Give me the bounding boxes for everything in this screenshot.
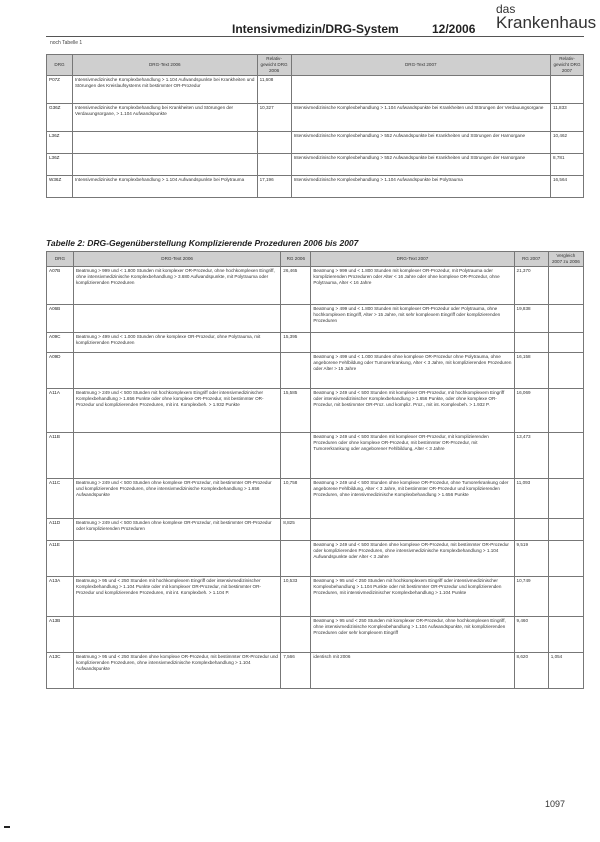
table-row xyxy=(47,479,584,519)
table-cell-cmp xyxy=(548,577,583,617)
table-row xyxy=(47,353,584,389)
table-cell-rg06: 17,196 xyxy=(257,176,291,198)
table-cell-text06: Beatmung > 499 und < 1.000 Stunden ohne komplexe OR-Prozedur, ohne Polytrauma, mit komplizierenden Prozeduren xyxy=(73,333,280,353)
t1-col-header: DRG xyxy=(47,55,73,76)
table-cell-rg07: 21,370 xyxy=(514,267,548,305)
table-cell-text07: Intensivmedizinische Komplexbehandlung > 1.104 Aufwandspunkte bei Polytrauma xyxy=(291,176,550,198)
table-2 xyxy=(46,251,584,689)
table-cell-rg07: 16,564 xyxy=(551,176,584,198)
table-cell-cmp xyxy=(548,519,583,541)
table-2-body xyxy=(47,267,584,689)
table-cell-cmp xyxy=(548,541,583,577)
t2-col-header: RG 2007 xyxy=(514,252,548,267)
table-cell-drg: A13C xyxy=(47,653,74,689)
table-cell-rg06: 10,327 xyxy=(257,104,291,132)
t2-col-header: DRG-Text 2007 xyxy=(311,252,514,267)
page-header xyxy=(0,0,600,40)
table-cell-drg: A11A xyxy=(47,389,74,433)
table-cell-rg06 xyxy=(281,305,311,333)
table-cell-rg07: 16,158 xyxy=(514,353,548,389)
t1-col-header: Relativ-gewicht DRG 2007 xyxy=(551,55,584,76)
table-cell-rg06: 15,395 xyxy=(281,333,311,353)
table-cell-text06: Intensivmedizinische Komplexbehandlung > 1.104 Aufwandspunkte bei Polytrauma xyxy=(72,176,257,198)
table-cell-rg07 xyxy=(551,76,584,104)
table-cell-rg06 xyxy=(281,353,311,389)
table-row xyxy=(47,154,584,176)
brand-logo xyxy=(496,4,596,31)
table-cell-text06 xyxy=(73,353,280,389)
table-cell-drg: W36Z xyxy=(47,176,73,198)
table-cell-text06 xyxy=(73,433,280,479)
table-cell-text07 xyxy=(311,333,514,353)
table-cell-text07: Intensivmedizinische Komplexbehandlung > 1.104 Aufwandspunkte bei Krankheiten und Störungen der Verdauungsorgane xyxy=(291,104,550,132)
t1-col-header: Relativ-gewicht DRG 2006 xyxy=(257,55,291,76)
t2-col-header: RG 2006 xyxy=(281,252,311,267)
table-row xyxy=(47,76,584,104)
table-cell-rg07 xyxy=(514,333,548,353)
table-cell-text06 xyxy=(73,305,280,333)
table-cell-rg06: 10,533 xyxy=(281,577,311,617)
continuation-note: noch Tabelle 1 xyxy=(50,40,83,46)
brand-line-2: Krankenhaus xyxy=(496,13,597,32)
table-cell-rg07 xyxy=(514,519,548,541)
table-cell-drg: A11C xyxy=(47,479,74,519)
table-cell-rg06 xyxy=(281,541,311,577)
table-cell-rg07: 11,833 xyxy=(551,104,584,132)
brand-line-1: das xyxy=(496,2,516,16)
table-row xyxy=(47,333,584,353)
table-cell-drg: A11D xyxy=(47,519,74,541)
table-cell-cmp xyxy=(548,433,583,479)
table-cell-rg07: 9,519 xyxy=(514,541,548,577)
table-cell-drg: A09D xyxy=(47,353,74,389)
table-cell-cmp xyxy=(548,389,583,433)
table-cell-text07: Intensivmedizinische Komplexbehandlung > 552 Aufwandspunkte bei Krankheiten und Störungen der Harnorgane xyxy=(291,154,550,176)
table-cell-rg07: 9,460 xyxy=(514,617,548,653)
table-row xyxy=(47,617,584,653)
journal-title: Intensivmedizin/DRG-System xyxy=(232,22,399,36)
table-cell-rg06: 11,608 xyxy=(257,76,291,104)
table-cell-text07: Beatmung > 95 und < 250 Stunden mit komplexer OR-Prozedur, ohne hochkomplexen Eingriff, ohne intensivmedizinische Komplexbehandlung > 1.104 Aufwandspunkte, mit komplizierenden Prozeduren oder sehr komplexem Eingriff xyxy=(311,617,514,653)
table-cell-rg06: 10,758 xyxy=(281,479,311,519)
table-cell-cmp xyxy=(548,267,583,305)
table-cell-rg06 xyxy=(281,617,311,653)
header-rule xyxy=(46,36,584,37)
table-cell-drg: P07Z xyxy=(47,76,73,104)
table-cell-cmp xyxy=(548,617,583,653)
table-cell-rg07: 8,781 xyxy=(551,154,584,176)
table-cell-cmp xyxy=(548,333,583,353)
table-cell-rg06 xyxy=(257,132,291,154)
table-cell-text06: Beatmung > 999 und < 1.800 Stunden mit komplexer OR-Prozedur, ohne hochkomplexen Eingriff, ohne intensivmedizinische Komplexbehandlung > 3.680 Aufwandspunkte, mit Polytrauma oder komplizierenden Prozeduren xyxy=(73,267,280,305)
table-cell-text06: Beatmung > 249 und < 500 Stunden ohne komplexe OR-Prozedur, mit bestimmter OR-Prozedur oder komplizierenden Prozeduren xyxy=(73,519,280,541)
table-cell-text07: Beatmung > 499 und < 1.000 Stunden ohne komplexe OR-Prozedur ohne Polytrauma, ohne angeborene Fehlbildung oder Tumorerkrankung, Alter < 3 Jahre, mit komplizierenden Prozeduren oder Alter > 15 Jahre xyxy=(311,353,514,389)
table-cell-rg07: 13,473 xyxy=(514,433,548,479)
t2-col-header: Vergleich 2007 zu 2006 xyxy=(548,252,583,267)
table-cell-text06: Beatmung > 249 und < 500 Stunden mit hochkomplexem Eingriff oder intensivmedizinischer Komplexbehandlung > 1.656 Punkte oder ohne komplexe OR-Prozedur, mit bestimmter OR-Prozedur und komplizierenden Prozeduren, mit int. Komplexbeh. > 1.932 Punkte xyxy=(73,389,280,433)
table-cell-text07: Beatmung > 249 und < 500 Stunden mit komplexer OR-Prozedur, mit komplizierenden Prozeduren oder ohne komplexe OR-Prozedur, mit bestimmter OR-Prozedur, mit Tumorerkrankung oder angeborener Fehlbildung, Alter < 3 Jahre xyxy=(311,433,514,479)
table-row xyxy=(47,104,584,132)
table-cell-text06 xyxy=(72,154,257,176)
table-cell-rg06 xyxy=(257,154,291,176)
table-1-body xyxy=(47,76,584,198)
table-cell-text07: Beatmung > 249 und < 500 Stunden mit komplexer OR-Prozedur, mit hochkomplexem Eingriff oder intensivmedizinischer Komplexbehandlung > 1.656 Punkte, oder ohne komplexe OR-Prozedur, mit bestimmter OR-Proz. und kompliz. Proz., mit int. Komplexbeh. > 1.932 P. xyxy=(311,389,514,433)
table-1 xyxy=(46,54,584,198)
table-row xyxy=(47,433,584,479)
table-cell-drg: A06B xyxy=(47,305,74,333)
table-cell-text06: Intensivmedizinische Komplexbehandlung > 1.104 Aufwandspunkte bei Krankheiten und Störungen des Kreislaufsystems mit bestimmter OR-Prozedur xyxy=(72,76,257,104)
table-row xyxy=(47,653,584,689)
table-cell-text06: Beatmung > 95 und < 250 Stunden ohne komplexe OR-Prozedur, mit bestimmter OR-Prozedur und komplizierenden Prozeduren, ohne intensivmedizinische Komplexbehandlung > 1.104 Aufwandspunkte xyxy=(73,653,280,689)
table-cell-rg06: 7,566 xyxy=(281,653,311,689)
table-cell-rg07: 8,620 xyxy=(514,653,548,689)
table-cell-text07: Beatmung > 499 und < 1.800 Stunden mit komplexer OR-Prozedur oder Polytrauma, ohne hochkomplexen Eingriff, Alter > 15 Jahre, mit sehr komplexem Eingriff oder komplizierenden Prozeduren xyxy=(311,305,514,333)
margin-mark xyxy=(4,826,10,828)
table-cell-rg07: 16,069 xyxy=(514,389,548,433)
table-cell-rg06: 8,825 xyxy=(281,519,311,541)
table-cell-cmp xyxy=(548,353,583,389)
table-cell-text06 xyxy=(72,132,257,154)
table-row xyxy=(47,577,584,617)
table-row xyxy=(47,519,584,541)
t1-col-header: DRG-Text 2007 xyxy=(291,55,550,76)
table-cell-text07: Beatmung > 999 und < 1.800 Stunden mit komplexer OR-Prozedur, mit Polytrauma oder komplizierenden Prozeduren oder Alter < 16 Jahre oder ohne komplexe OR-Prozedur, ohne Polytrauma, Alter < 16 Jahre xyxy=(311,267,514,305)
table-cell-text06: Beatmung > 249 und < 500 Stunden ohne komplexe OR-Prozedur, mit bestimmter OR-Prozedur und komplizierenden Prozeduren, ohne intensivmedizinische Komplexbehandlung > 1.656 Aufwandspunkte xyxy=(73,479,280,519)
t1-col-header: DRG-Text 2006 xyxy=(72,55,257,76)
table-cell-rg06: 26,465 xyxy=(281,267,311,305)
table-cell-drg: A07B xyxy=(47,267,74,305)
table-row xyxy=(47,267,584,305)
table-cell-text06 xyxy=(73,617,280,653)
table-row xyxy=(47,132,584,154)
table-cell-drg: L36Z xyxy=(47,132,73,154)
table-1-header xyxy=(47,55,584,76)
table-cell-text06: Beatmung > 95 und < 250 Stunden mit hochkomplexem Eingriff oder intensivmedizinischer Komplexbehandlung > 1.104 Punkte oder mit komplexer OR-Prozedur, mit bestimmter OR-Prozedur und komplizierenden Prozeduren, mit int. Komplexbeh. > 1.104 P. xyxy=(73,577,280,617)
table-cell-drg: A13B xyxy=(47,617,74,653)
table-cell-drg: A11B xyxy=(47,433,74,479)
table-cell-text07 xyxy=(291,76,550,104)
table-cell-rg06: 15,585 xyxy=(281,389,311,433)
table-cell-text07 xyxy=(311,519,514,541)
table-cell-drg: L36Z xyxy=(47,154,73,176)
table-row xyxy=(47,541,584,577)
table-cell-rg07: 11,093 xyxy=(514,479,548,519)
table-cell-rg07: 19,838 xyxy=(514,305,548,333)
t2-col-header: DRG-Text 2006 xyxy=(73,252,280,267)
table-cell-text06: Intensivmedizinische Komplexbehandlung bei Krankheiten und Störungen der Verdauungsorgane, > 1.104 Aufwandspunkte xyxy=(72,104,257,132)
table-2-caption: Tabelle 2: DRG-Gegenüberstellung Komplizierende Prozeduren 2006 bis 2007 xyxy=(46,238,359,248)
issue-number: 12/2006 xyxy=(432,22,476,36)
table-cell-rg07: 10,749 xyxy=(514,577,548,617)
table-cell-cmp xyxy=(548,305,583,333)
table-cell-drg: A09C xyxy=(47,333,74,353)
table-cell-text07: Intensivmedizinische Komplexbehandlung > 552 Aufwandspunkte bei Krankheiten und Störungen der Harnorgane xyxy=(291,132,550,154)
table-cell-text06 xyxy=(73,541,280,577)
table-2-header xyxy=(47,252,584,267)
table-row xyxy=(47,176,584,198)
table-cell-text07: Beatmung > 95 und < 250 Stunden mit hochkomplexem Eingriff oder intensivmedizinischer Komplexbehandlung > 1.104 Punkte oder mit bestimmter OR-Prozedur und komplizierenden Prozeduren, mit intensivmedizinischer Komplexbehandlung > 1.104 Punkte xyxy=(311,577,514,617)
table-cell-cmp xyxy=(548,479,583,519)
table-cell-text07: Beatmung > 249 und < 500 Stunden ohne komplexe OR-Prozedur, mit bestimmter OR-Prozedur oder komplizierenden Prozeduren, ohne intensivmedizinische Komplexbehandlung > 1.104 Aufwandspunkte oder Alter < 3 Jahre xyxy=(311,541,514,577)
table-row xyxy=(47,389,584,433)
table-cell-cmp: 1,054 xyxy=(548,653,583,689)
t2-col-header: DRG xyxy=(47,252,74,267)
table-row xyxy=(47,305,584,333)
table-cell-drg: A11E xyxy=(47,541,74,577)
table-cell-text07: Beatmung > 249 und < 500 Stunden ohne komplexe OR-Prozedur, ohne Tumorerkrankung oder angeborene Fehlbildung, Alter < 3 Jahre, mit bestimmter OR-Prozedur und komplizierenden Prozeduren, ohne intensivmedizinische Komplexbehandlung > 1.656 Punkte xyxy=(311,479,514,519)
table-cell-drg: A13A xyxy=(47,577,74,617)
table-cell-rg06 xyxy=(281,433,311,479)
table-cell-drg: G36Z xyxy=(47,104,73,132)
page-number: 1097 xyxy=(545,799,566,809)
table-cell-text07: identisch mit 2006 xyxy=(311,653,514,689)
table-cell-rg07: 10,462 xyxy=(551,132,584,154)
